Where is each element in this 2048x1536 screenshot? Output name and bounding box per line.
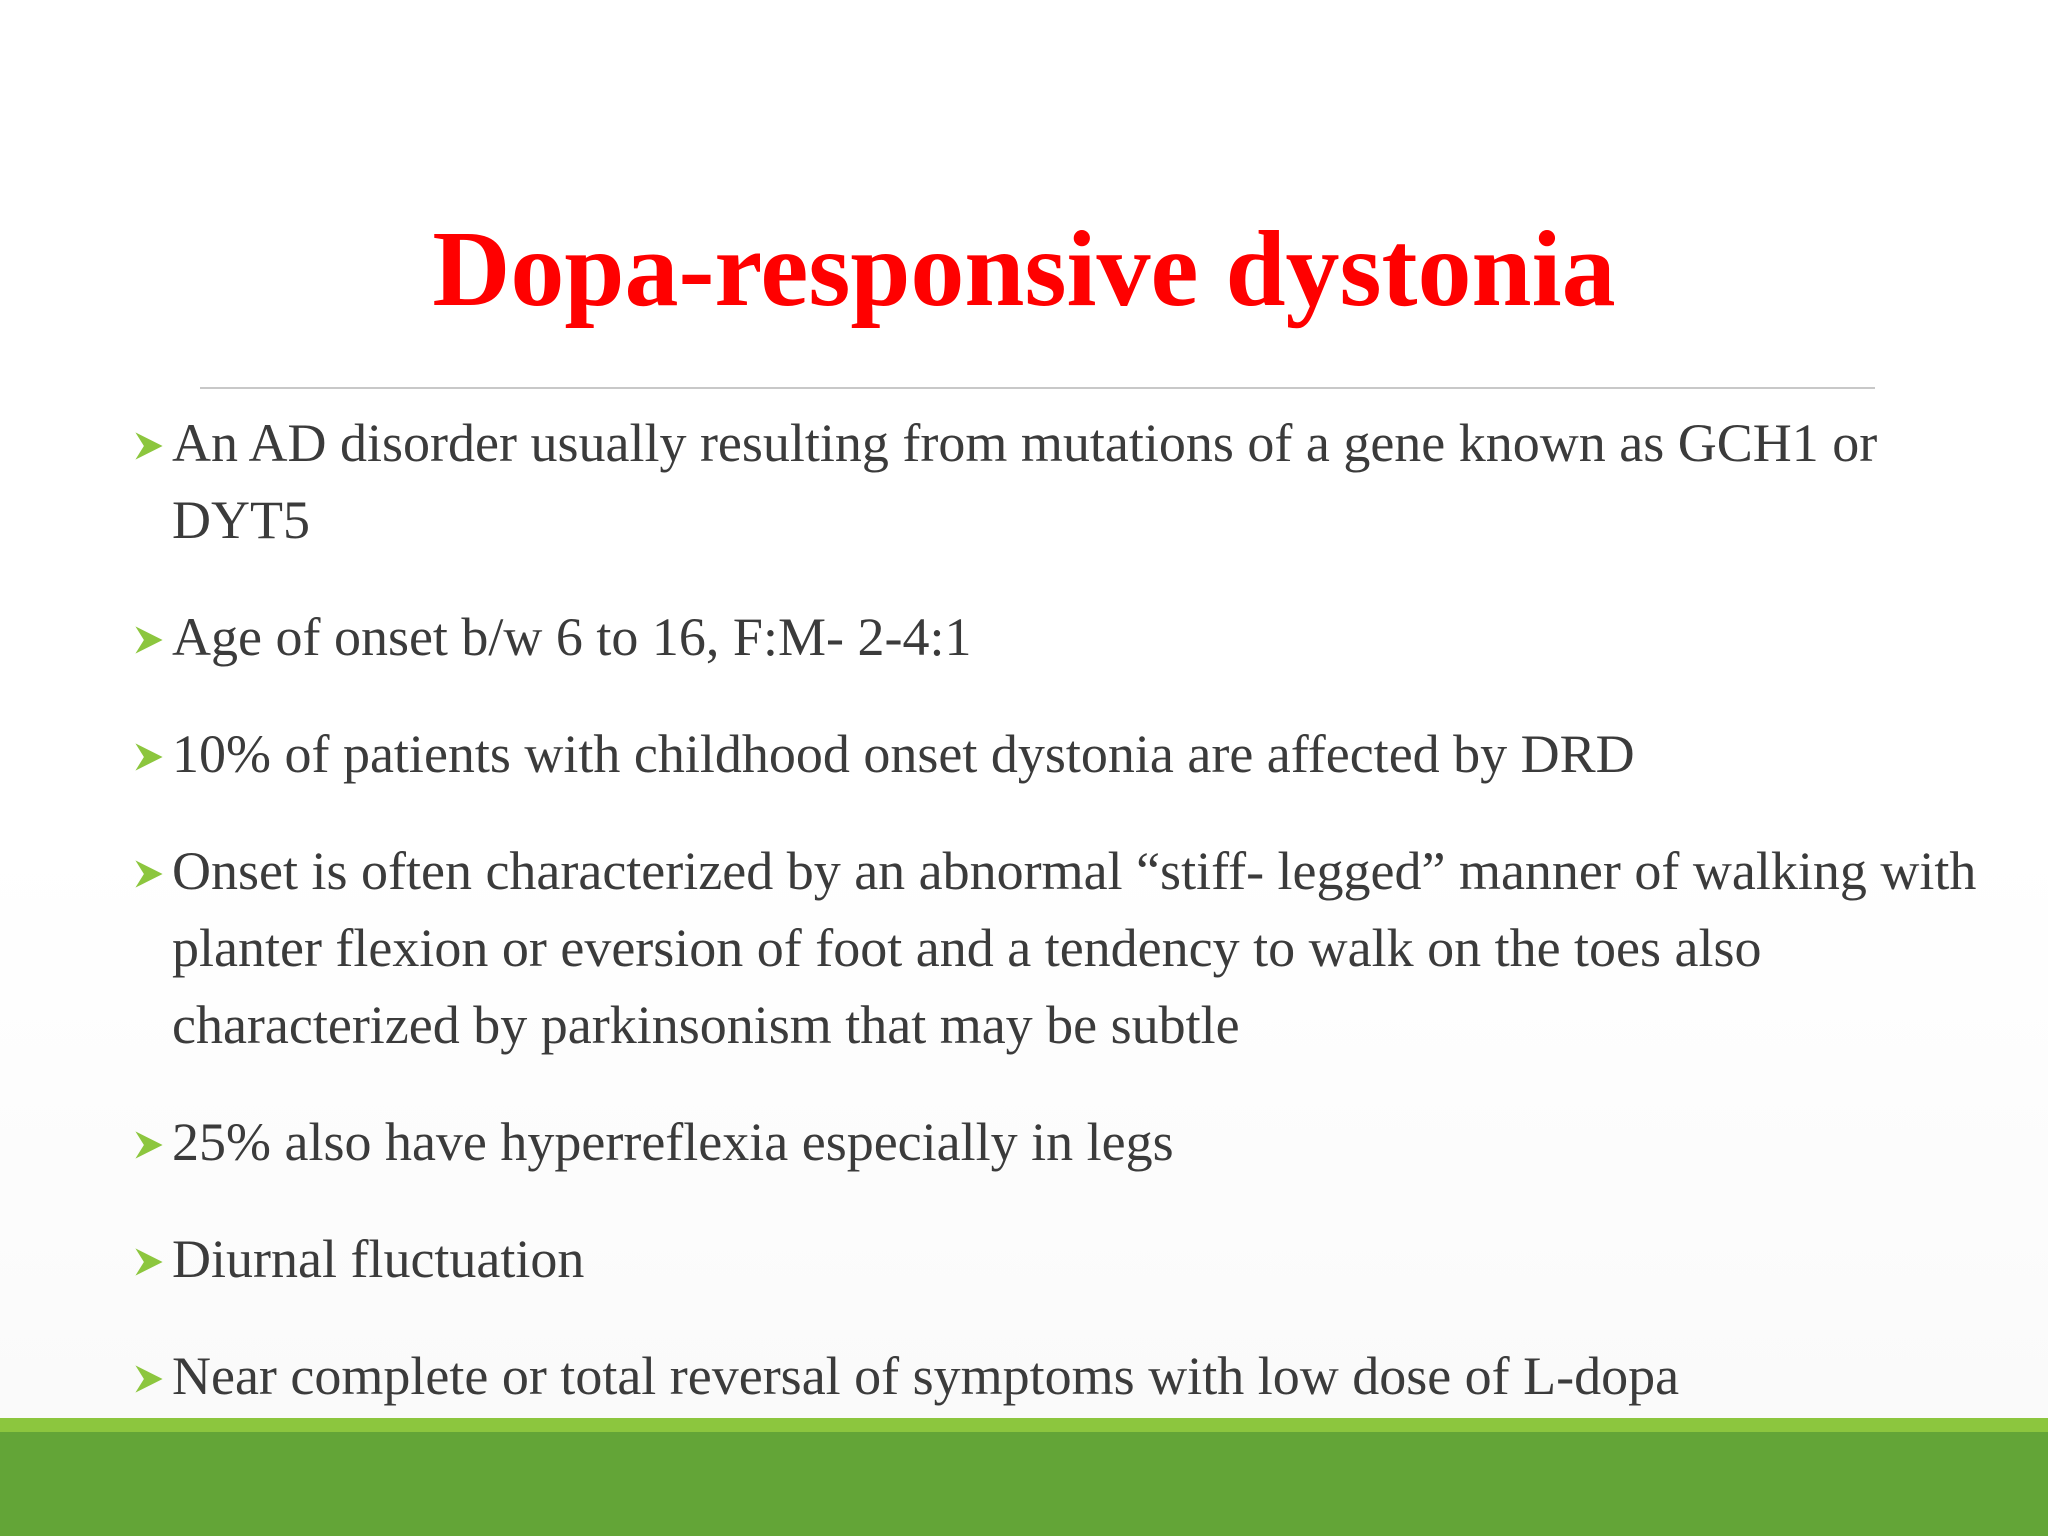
bullet-text: Age of onset b/w 6 to 16, F:M- 2-4:1	[172, 607, 972, 667]
list-item	[132, 1104, 2002, 1181]
footer-bar	[0, 1432, 2048, 1536]
slide-title: Dopa-responsive dystonia	[432, 210, 1616, 329]
arrow-bullet-icon	[132, 429, 166, 463]
list-item	[132, 833, 2002, 1064]
arrow-bullet-icon	[132, 1128, 166, 1162]
bullet-text: 10% of patients with childhood onset dystonia are affected by DRD	[172, 724, 1635, 784]
list-item	[132, 716, 2002, 793]
list-item	[132, 1338, 2002, 1415]
arrow-bullet-icon	[132, 1362, 166, 1396]
arrow-bullet-icon	[132, 623, 166, 657]
list-item	[132, 599, 2002, 676]
arrow-bullet-icon	[132, 740, 166, 774]
list-item	[132, 405, 2002, 559]
bullet-text: An AD disorder usually resulting from mutations of a gene known as GCH1 or DYT5	[172, 413, 1878, 550]
arrow-bullet-icon	[132, 1245, 166, 1279]
arrow-bullet-icon	[132, 857, 166, 891]
bullet-list	[132, 405, 2002, 1455]
bullet-text: 25% also have hyperreflexia especially in legs	[172, 1112, 1174, 1172]
bullet-text: Diurnal fluctuation	[172, 1229, 585, 1289]
footer-accent-stripe	[0, 1418, 2048, 1432]
list-item	[132, 1221, 2002, 1298]
bullet-text: Onset is often characterized by an abnormal “stiff- legged” manner of walking with planter flexion or eversion of foot and a tendency to walk on the toes also characterized by parkinsonism that may be subtle	[172, 841, 1977, 1055]
bullet-text: Near complete or total reversal of symptoms with low dose of L-dopa	[172, 1346, 1680, 1406]
title-divider	[200, 387, 1875, 389]
